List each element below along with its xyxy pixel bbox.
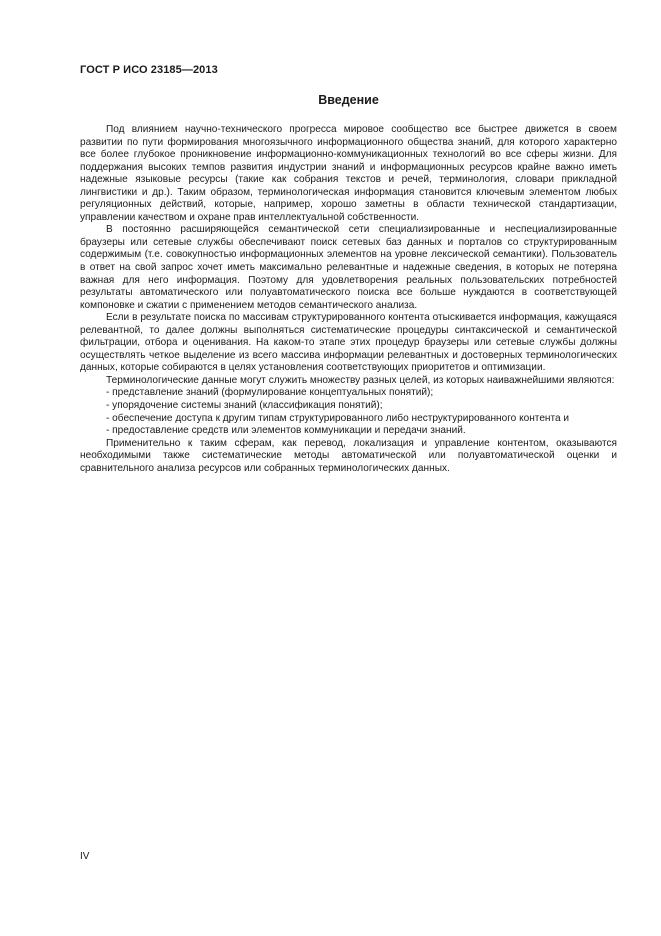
paragraph: Терминологические данные могут служить множеству разных целей, из которых наиважнейшими являются: xyxy=(106,374,615,386)
section-title: Введение xyxy=(318,93,379,107)
list-item: - предоставление средств или элементов коммуникации и передачи знаний. xyxy=(106,425,466,437)
document-body xyxy=(80,124,617,475)
paragraph: Если в результате поиска по массивам структурированного контента отыскивается информация, кажущаяся релевантной, то далее должны выполняться систематические процедуры синтаксической и семантической фильтрации, отбора и оценивания. На каком-то этапе этих процедур браузеры или сетевые службы должны осуществлять четкое выделение из всего массива информации релевантных и достоверных терминологических данных, которые собираются в целях установления соответствующих приоритетов и оптимизации. xyxy=(80,312,617,374)
purposes-list xyxy=(80,387,617,437)
closing-paragraph: Применительно к таким сферам, как перевод, локализация и управление контентом, оказываются необходимыми также систематические методы автоматической или полуавтоматической оценки и сравнительного анализа ресурсов или собранных терминологических данных. xyxy=(80,437,617,474)
list-item: - обеспечение доступа к другим типам структурированного либо неструктурированного контента и xyxy=(106,412,570,424)
document-header-code: ГОСТ Р ИСО 23185—2013 xyxy=(80,64,218,76)
list-item: - представление знаний (формулирование концептуальных понятий); xyxy=(106,387,434,399)
paragraph: В постоянно расширяющейся семантической сети специализированные и неспециализированные браузеры или сетевые службы обеспечивают поиск сетевых баз данных и порталов со структурированным содержимым (т.е. совокупностью информационных элементов на уровне лексической семантики). Пользователь в ответ на свой запрос хочет иметь максимально релевантные и надежные сведения, в которых не потеряна важная для него информация. Поэтому для удовлетворения реальных пользовательских потребностей результаты автоматического или полуавтоматического поиска все больше нуждаются в соответствующей компоновке и сжатии с применением методов семантического анализа. xyxy=(80,224,617,311)
page-number: IV xyxy=(80,851,90,862)
paragraph: Под влиянием научно-технического прогресса мировое сообщество все быстрее движется в своем развитии по пути формирования многоязычного информационного общества знаний, для которого характерно все более глубокое проникновение информационно-коммуникационных технологий во все сферы жизни. Для поддержания высоких темпов развития индустрии знаний и информационных ресурсов крайне важно иметь надежные языковые ресурсы (такие как собрания текстов и речей, терминология, словари прикладной лингвистики и др.). Таким образом, терминологическая информация становится ключевым элементом любых регуляционных действий, которые, например, хорошо заметны в области технической стандартизации, управлении качеством и охране прав интеллектуальной собственности. xyxy=(80,124,617,223)
list-item: - упорядочение системы знаний (классификация понятий); xyxy=(106,400,383,412)
